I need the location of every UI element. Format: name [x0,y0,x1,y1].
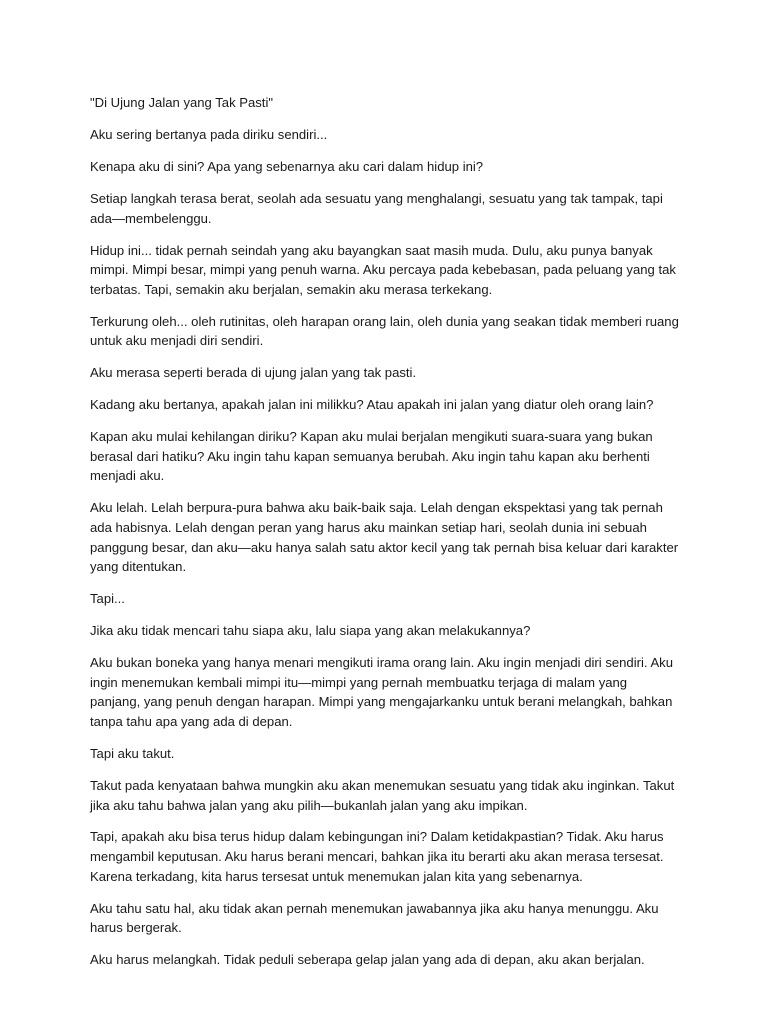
paragraph: Kenapa aku di sini? Apa yang sebenarnya aku cari dalam hidup ini? [90,158,484,174]
paragraph: Aku bukan boneka yang hanya menari mengikuti irama orang lain. Aku ingin menjadi diri sendiri. Aku ingin menemukan kembali mimpi itu—mimpi yang pernah membuatku terjaga di malam yang panjang, yang penuh dengan harapan. Mimpi yang mengajarkanku untuk berani melangkah, bahkan tanpa tahu apa yang ada di depan. [90,655,674,729]
paragraph: Aku merasa seperti berada di ujung jalan yang tak pasti. [90,365,417,381]
document-page [90,93,680,982]
paragraph: Aku sering bertanya pada diriku sendiri... [90,126,328,142]
paragraph: Tapi aku takut. [90,745,175,761]
paragraph: Tapi, apakah aku bisa terus hidup dalam kebingungan ini? Dalam ketidakpastian? Tidak. Aku harus mengambil keputusan. Aku harus berani mencari, bahkan jika itu berarti aku akan merasa tersesat. Karena terkadang, kita harus tersesat untuk menemukan jalan kita yang sebenarnya. [90,829,664,884]
paragraph: Takut pada kenyataan bahwa mungkin aku akan menemukan sesuatu yang tidak aku inginkan. Takut jika aku tahu bahwa jalan yang aku pilih—bukanlah jalan yang aku impikan. [90,777,675,813]
paragraph: Jika aku tidak mencari tahu siapa aku, lalu siapa yang akan melakukannya? [90,623,531,639]
paragraph: Terkurung oleh... oleh rutinitas, oleh harapan orang lain, oleh dunia yang seakan tidak memberi ruang untuk aku menjadi diri sendiri. [90,313,679,349]
paragraph: Aku tahu satu hal, aku tidak akan pernah menemukan jawabannya jika aku hanya menunggu. Aku harus bergerak. [90,900,659,936]
paragraph: Hidup ini... tidak pernah seindah yang aku bayangkan saat masih muda. Dulu, aku punya banyak mimpi. Mimpi besar, mimpi yang penuh warna. Aku percaya pada kebebasan, pada peluang yang tak terbatas. Tapi, semakin aku berjalan, semakin aku merasa terkekang. [90,242,676,297]
paragraph: Aku harus melangkah. Tidak peduli seberapa gelap jalan yang ada di depan, aku akan berjalan. [90,952,645,968]
paragraph: Kapan aku mulai kehilangan diriku? Kapan aku mulai berjalan mengikuti suara-suara yang bukan berasal dari hatiku? Aku ingin tahu kapan semuanya berubah. Aku ingin tahu kapan aku berhenti menjadi aku. [90,429,653,484]
paragraph: Aku lelah. Lelah berpura-pura bahwa aku baik-baik saja. Lelah dengan ekspektasi yang tak pernah ada habisnya. Lelah dengan peran yang harus aku mainkan setiap hari, seolah dunia ini sebuah panggung besar, dan aku—aku hanya salah satu aktor kecil yang tak pernah bisa keluar dari karakter yang ditentukan. [90,500,679,575]
document-title: "Di Ujung Jalan yang Tak Pasti" [90,95,274,110]
paragraph: Tapi... [90,591,125,607]
paragraph: Setiap langkah terasa berat, seolah ada sesuatu yang menghalangi, sesuatu yang tak tampak, tapi ada—membelenggu. [90,190,663,226]
paragraph: Kadang aku bertanya, apakah jalan ini milikku? Atau apakah ini jalan yang diatur oleh orang lain? [90,397,654,413]
